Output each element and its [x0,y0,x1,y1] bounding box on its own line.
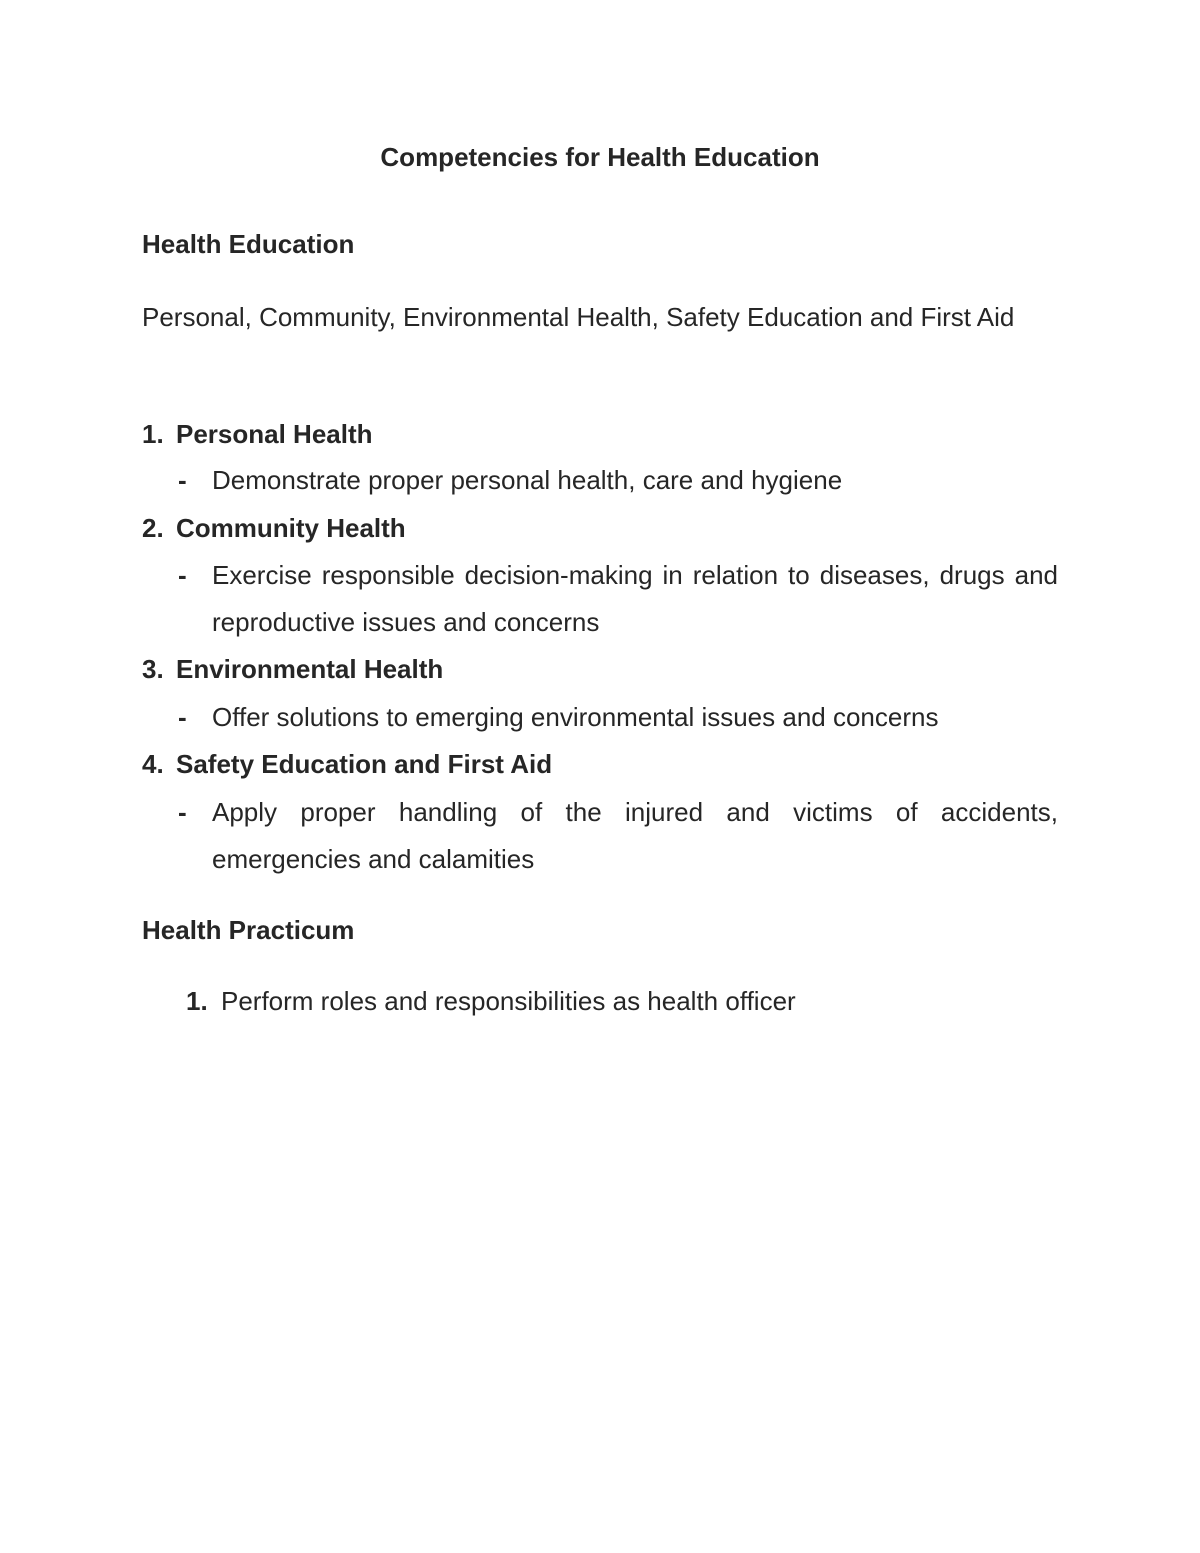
section-intro: Personal, Community, Environmental Health, Safety Education and First Aid [142,302,1015,332]
list-item-description [142,552,1058,646]
list-item-environmental-health [142,652,443,686]
section-heading-health-education: Health Education [142,229,355,259]
practicum-list-item [186,984,796,1018]
list-item-title: Safety Education and First Aid [176,749,553,779]
list-number: 4. [142,749,164,779]
list-item-title: Environmental Health [176,654,444,684]
section-heading-health-practicum: Health Practicum [142,915,355,945]
list-number: 1. [142,419,164,449]
list-item-description [142,789,1058,883]
description-text: Apply proper handling of the injured and victims of accidents, emergencies and calamities [212,797,1058,874]
list-number: 1. [186,986,208,1016]
list-item-description [142,457,1058,504]
list-item-community-health [142,511,406,545]
list-number: 3. [142,654,164,684]
bullet-dash: - [178,465,187,495]
description-text: Offer solutions to emerging environmental issues and concerns [212,702,939,732]
bullet-dash: - [178,702,187,732]
list-item-personal-health [142,417,373,451]
list-item-safety-education [142,747,552,781]
bullet-dash: - [178,560,187,590]
list-item-title: Personal Health [176,419,373,449]
bullet-dash: - [178,797,187,827]
page-title: Competencies for Health Education [380,142,820,172]
list-number: 2. [142,513,164,543]
practicum-item-text: Perform roles and responsibilities as health officer [221,986,796,1016]
description-text: Demonstrate proper personal health, care and hygiene [212,465,843,495]
list-item-title: Community Health [176,513,406,543]
description-text: Exercise responsible decision-making in relation to diseases, drugs and reproductive issues and concerns [212,560,1058,637]
list-item-description [142,694,1058,741]
